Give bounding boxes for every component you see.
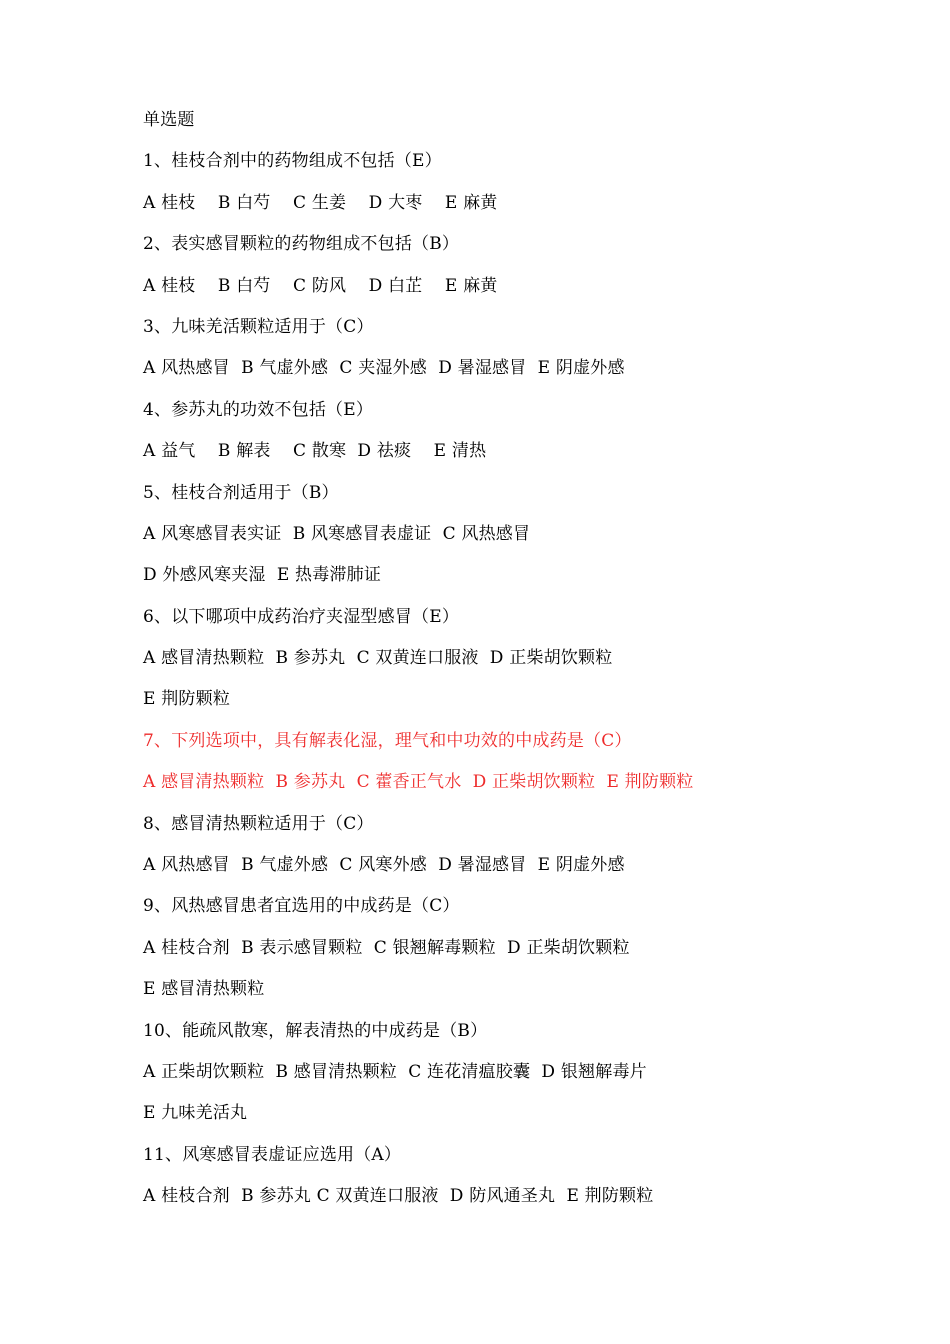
- question-text: 2、表实感冒颗粒的药物组成不包括（B）: [143, 234, 460, 255]
- answer-options: D 外感风寒夹湿 E 热毒滞肺证: [143, 565, 382, 586]
- question-text: 6、以下哪项中成药治疗夹湿型感冒（E）: [143, 606, 460, 627]
- question-text: 7、下列选项中，具有解表化湿，理气和中功效的中成药是（C）: [143, 730, 632, 751]
- answer-options: A 桂枝 B 白芍 C 防风 D 白芷 E 麻黄: [143, 275, 498, 296]
- question-text: 4、参苏丸的功效不包括（E）: [143, 399, 374, 420]
- section-heading: 单选题: [143, 110, 195, 130]
- answer-options: A 感冒清热颗粒 B 参苏丸 C 双黄连口服液 D 正柴胡饮颗粒: [143, 648, 613, 669]
- answer-options: E 九味羌活丸: [143, 1103, 248, 1124]
- answer-options: A 风热感冒 B 气虚外感 C 夹湿外感 D 暑湿感冒 E 阴虚外感: [143, 358, 625, 379]
- answer-options: A 桂枝合剂 B 表示感冒颗粒 C 银翘解毒颗粒 D 正柴胡饮颗粒: [143, 937, 630, 958]
- answer-options: A 感冒清热颗粒 B 参苏丸 C 藿香正气水 D 正柴胡饮颗粒 E 荆防颗粒: [143, 772, 694, 793]
- answer-options: A 桂枝合剂 B 参苏丸 C 双黄连口服液 D 防风通圣丸 E 荆防颗粒: [143, 1186, 654, 1207]
- answer-options: A 风寒感冒表实证 B 风寒感冒表虚证 C 风热感冒: [143, 523, 531, 544]
- question-text: 5、桂枝合剂适用于（B）: [143, 482, 339, 503]
- document-page: [143, 106, 903, 1224]
- question-text: 3、九味羌活颗粒适用于（C）: [143, 316, 374, 337]
- answer-options: A 正柴胡饮颗粒 B 感冒清热颗粒 C 连花清瘟胶囊 D 银翘解毒片: [143, 1061, 647, 1082]
- question-text: 8、感冒清热颗粒适用于（C）: [143, 813, 374, 834]
- answer-options: E 荆防颗粒: [143, 689, 231, 710]
- question-text: 9、风热感冒患者宜选用的中成药是（C）: [143, 896, 460, 917]
- question-text: 11、风寒感冒表虚证应选用（A）: [143, 1144, 402, 1165]
- answer-options: A 桂枝 B 白芍 C 生姜 D 大枣 E 麻黄: [143, 192, 498, 213]
- answer-options: A 风热感冒 B 气虚外感 C 风寒外感 D 暑湿感冒 E 阴虚外感: [143, 855, 625, 876]
- answer-options: A 益气 B 解表 C 散寒 D 祛痰 E 清热: [143, 441, 487, 462]
- question-text: 10、能疏风散寒，解表清热的中成药是（B）: [143, 1020, 488, 1041]
- question-list: [143, 147, 903, 1223]
- answer-options: E 感冒清热颗粒: [143, 979, 265, 1000]
- question-text: 1、桂枝合剂中的药物组成不包括（E）: [143, 151, 442, 172]
